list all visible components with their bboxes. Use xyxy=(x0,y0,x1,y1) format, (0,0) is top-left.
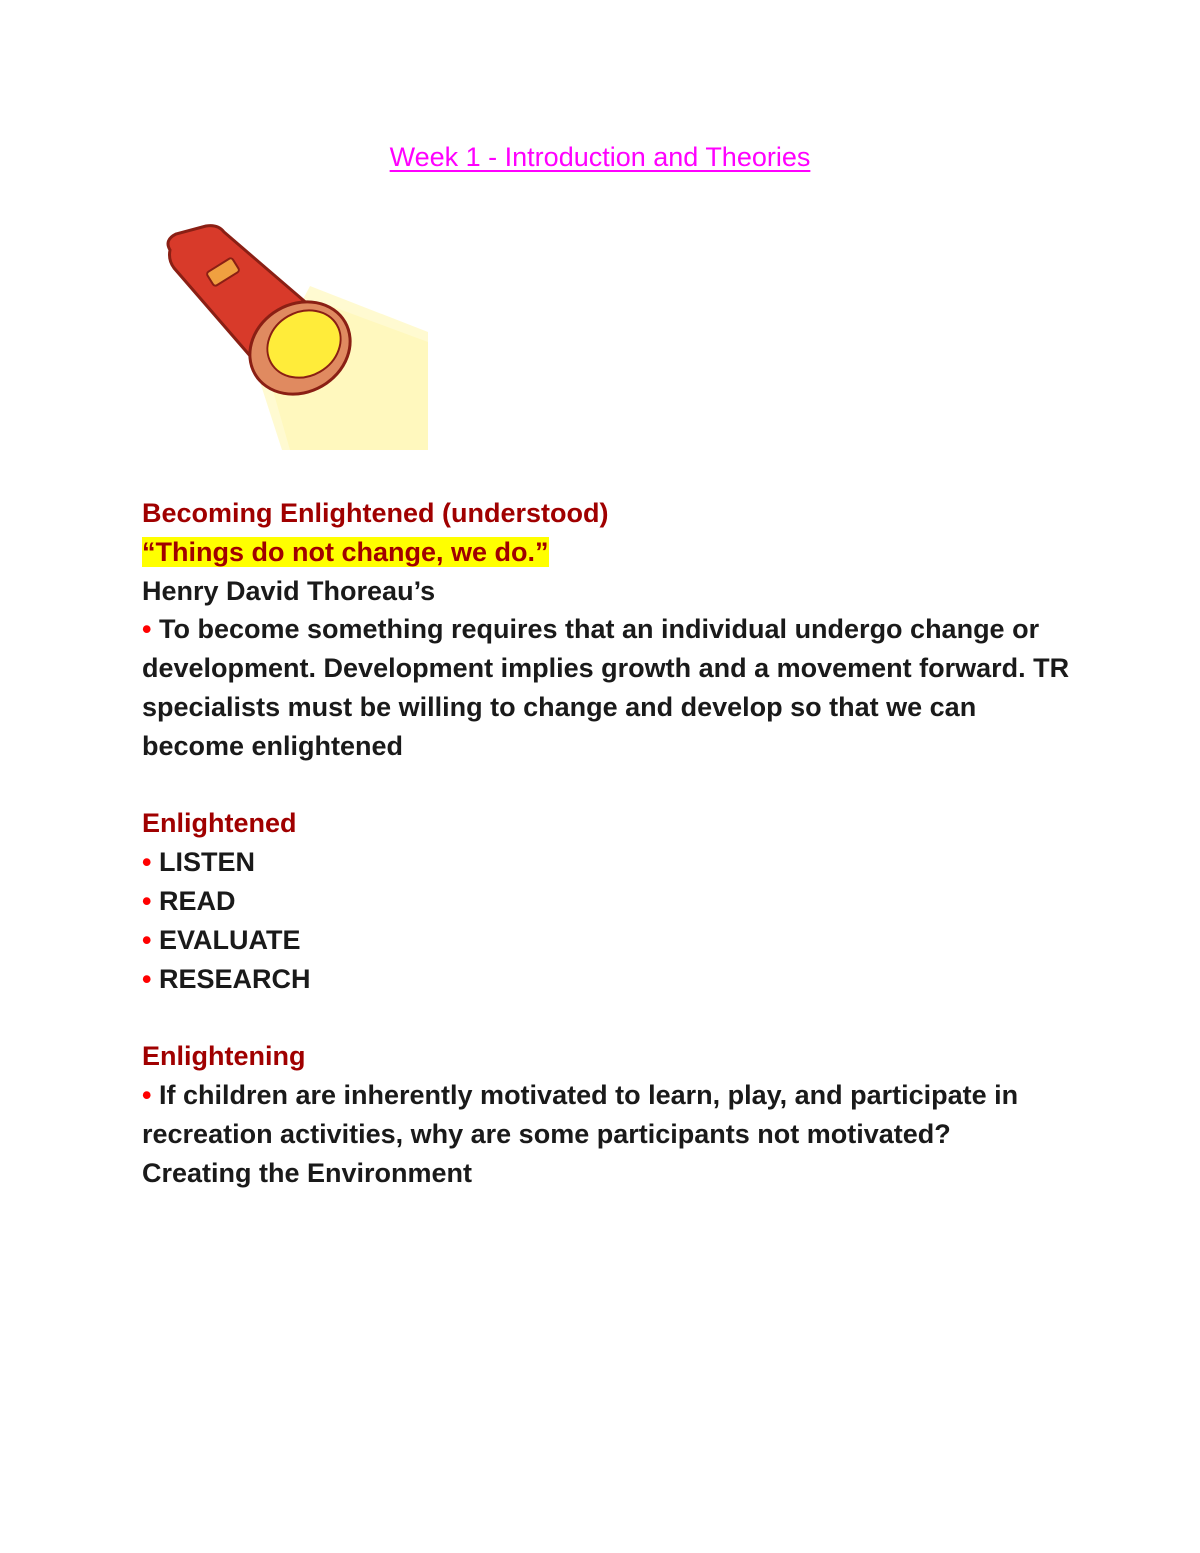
bullet-icon: • xyxy=(142,924,152,955)
list-item-label: RESEARCH xyxy=(158,963,311,994)
section-heading-becoming-enlightened: Becoming Enlightened (understood) xyxy=(142,498,609,528)
document-body xyxy=(142,494,1072,1192)
list-item xyxy=(142,843,1072,882)
list-item xyxy=(142,882,1072,921)
subheading-creating-environment: Creating the Environment xyxy=(142,1157,473,1188)
flashlight-icon xyxy=(160,222,432,450)
quote-attribution: Henry David Thoreau’s xyxy=(142,575,436,606)
list-item xyxy=(142,960,1072,999)
bullet-icon: • xyxy=(142,1079,152,1110)
bullet-icon: • xyxy=(142,614,152,645)
quote-text: “Things do not change, we do.” xyxy=(142,536,549,567)
quote-line xyxy=(142,533,1072,572)
bullet-text: To become something requires that an individual undergo change or development. Development implies growth and a movement forward. TR specialists must be willing to change and develop so that we can become enlightened xyxy=(142,614,1070,761)
bullet-icon: • xyxy=(142,885,152,916)
list-item-label: LISTEN xyxy=(158,847,255,878)
section-heading-enlightening: Enlightening xyxy=(142,1041,306,1072)
bullet-icon: • xyxy=(142,847,152,878)
bullet-text: If children are inherently motivated to learn, play, and participate in recreation activities, why are some participants not motivated? xyxy=(142,1079,1019,1149)
bullet-icon: • xyxy=(142,963,152,994)
bullet-paragraph xyxy=(142,1076,1072,1154)
section-heading-enlightened: Enlightened xyxy=(142,808,297,839)
page-title: Week 1 - Introduction and Theories xyxy=(389,142,811,172)
list-item xyxy=(142,921,1072,960)
bullet-paragraph xyxy=(142,610,1072,765)
list-item-label: EVALUATE xyxy=(158,924,301,955)
list-item-label: READ xyxy=(158,885,236,916)
